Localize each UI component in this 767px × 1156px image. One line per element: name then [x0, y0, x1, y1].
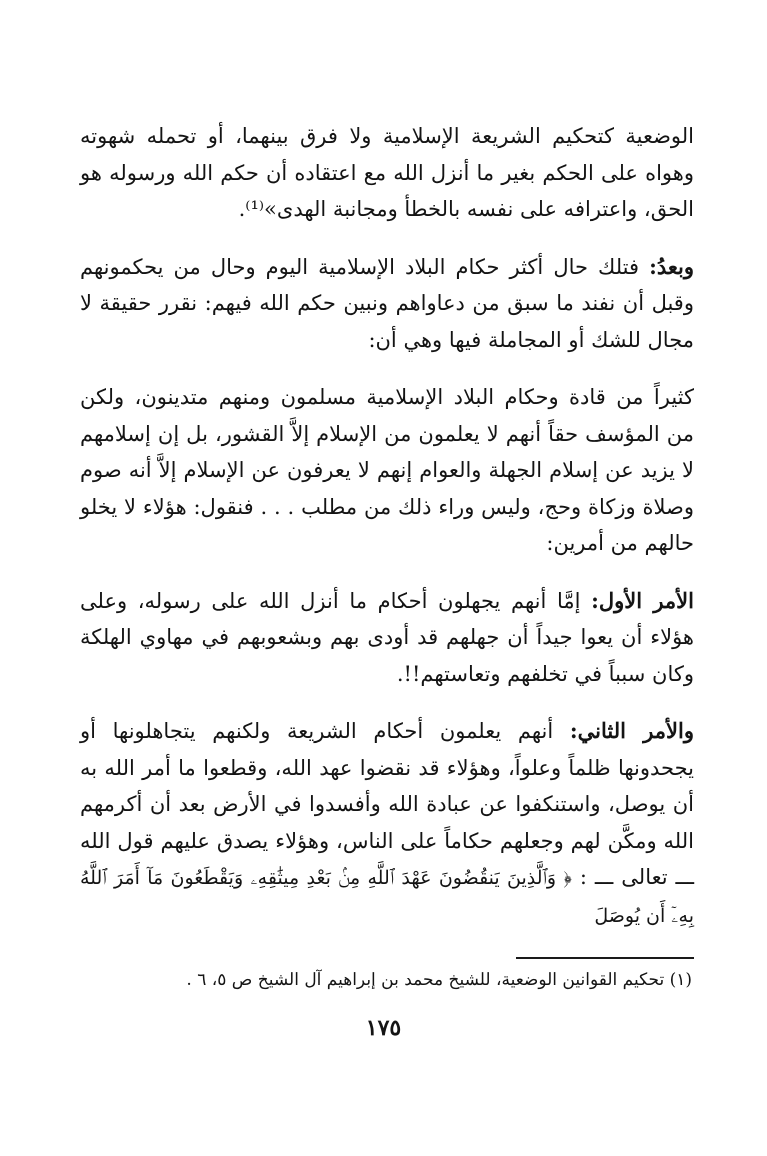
- paragraph-4-text: إمَّا أنهم يجهلون أحكام ما أنزل الله على رسوله، وعلى هؤلاء أن يعوا جيداً أن جهلهم قد أودى بهم وبشعوبهم في مهاوي الهلكة وكان سبباً في تخلفهم وتعاستهم!!.: [80, 588, 694, 686]
- paragraph-4: [80, 583, 694, 693]
- paragraph-5: [80, 713, 694, 934]
- paragraph-2-lead: وبعدُ:: [649, 253, 694, 279]
- paragraph-3: [80, 379, 694, 562]
- paragraph-2: [80, 249, 694, 359]
- footnote-divider: [516, 957, 694, 959]
- paragraph-2-text: فتلك حال أكثر حكام البلاد الإسلامية اليوم وحال من يحكمونهم وقبل أن نفند ما سبق من دعاواهم ونبين حكم الله فيهم: نقرر حقيقة لا مجال للشك أو المجاملة فيها وهي أن:: [80, 254, 694, 352]
- page-body: [80, 118, 694, 934]
- quran-verse: ﴿ وَٱلَّذِينَ يَنقُضُونَ عَهْدَ ٱللَّهِ مِنۢ بَعْدِ مِيثَٰقِهِۦ وَيَقْطَعُونَ مَآ أَمَرَ ٱللَّهُ بِهِۦٓ أَن يُوصَلَ: [80, 867, 694, 927]
- paragraph-1: [80, 118, 694, 228]
- footnote: (١) تحكيم القوانين الوضعية، للشيخ محمد بن إبراهيم آل الشيخ ص ٥، ٦ .: [186, 970, 692, 990]
- paragraph-3-text: كثيراً من قادة وحكام البلاد الإسلامية مسلمون ومنهم متدينون، ولكن من المؤسف حقاً أنهم لا يعلمون من الإسلام إلاَّ القشور، بل إن إسلامهم لا يزيد عن إسلام الجهلة والعوام إنهم لا يعرفون عن الإسلام إلاَّ أنه صوم وصلاة وزكاة وحج، وليس وراء ذلك من مطلب . . . فنقول: هؤلاء لا يخلو حالهم من أمرين:: [80, 385, 694, 555]
- paragraph-4-lead: الأمر الأول:: [591, 587, 694, 613]
- page-number: ١٧٥: [365, 1015, 402, 1041]
- paragraph-1-text: الوضعية كتحكيم الشريعة الإسلامية ولا فرق بينهما، أو تحمله شهوته وهواه على الحكم بغير ما أنزل الله مع اعتقاده أن حكم الله ورسوله هو الحق، واعترافه على نفسه بالخطأ ومجانبة الهدى»⁽¹⁾.: [80, 124, 694, 221]
- paragraph-5-text: أنهم يعلمون أحكام الشريعة ولكنهم يتجاهلونها أو يجحدونها ظلماً وعلواً، وهؤلاء قد نقضوا عهد الله، وقطعوا ما أمر الله به أن يوصل، واستنكفوا عن عبادة الله وأفسدوا في الأرض بعد أن أكرمهم الله ومكَّن لهم وجعلهم حكاماً على الناس، وهؤلاء يصدق عليهم قول الله ـــ تعالى ـــ :: [80, 719, 695, 889]
- paragraph-5-lead: والأمر الثاني:: [569, 718, 694, 743]
